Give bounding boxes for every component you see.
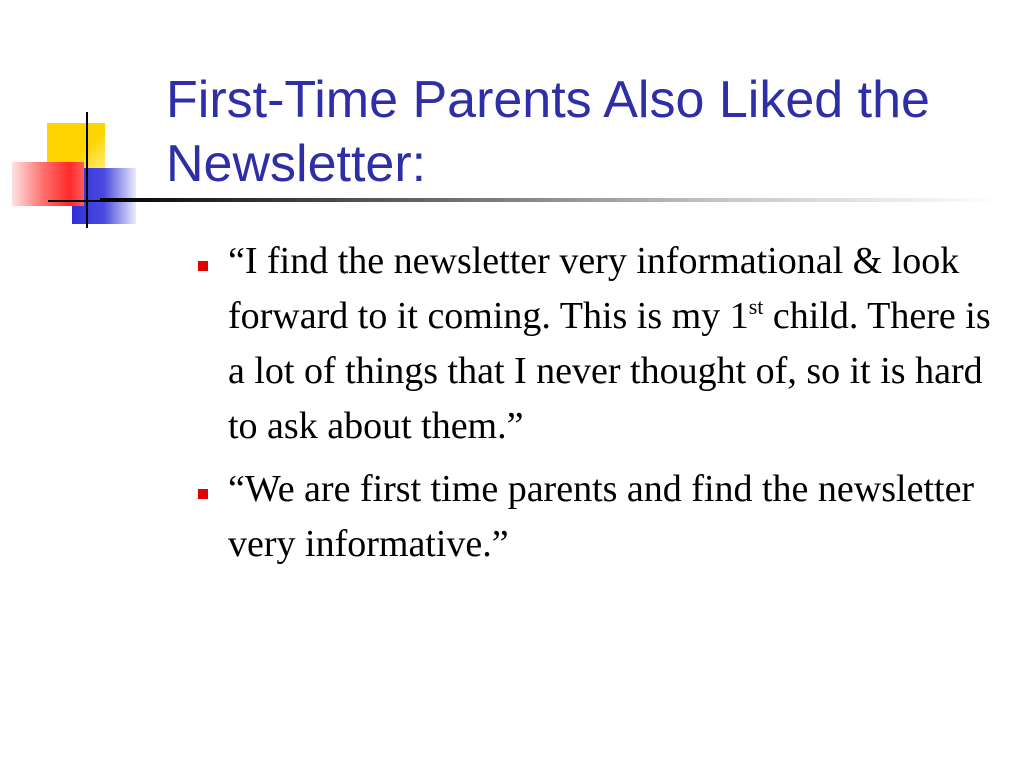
slide-title: First-Time Parents Also Liked the Newsletter:: [166, 71, 930, 193]
title-underline-rule: [100, 198, 1000, 202]
square-bullet-icon: [198, 261, 208, 271]
bullet-item-2: [196, 462, 1006, 572]
color-blocks-logo: [0, 0, 170, 240]
bullet-text: “We are first time parents and find the newsletter very informative.”: [228, 468, 975, 565]
bullet-list: [196, 234, 1006, 580]
ordinal-superscript: st: [748, 294, 764, 319]
bullet-text-part-1: “I find the newsletter very informational & look forward to it coming. This is my 1: [228, 240, 960, 337]
vertical-line-shape: [86, 112, 88, 228]
bullet-item-1: [196, 234, 1006, 454]
horizontal-line-shape: [48, 200, 108, 202]
square-bullet-icon: [198, 489, 208, 499]
bullet-text-part-2: child. There is a lot of things that I never thought of, so it is hard to ask about them.”: [228, 295, 991, 447]
